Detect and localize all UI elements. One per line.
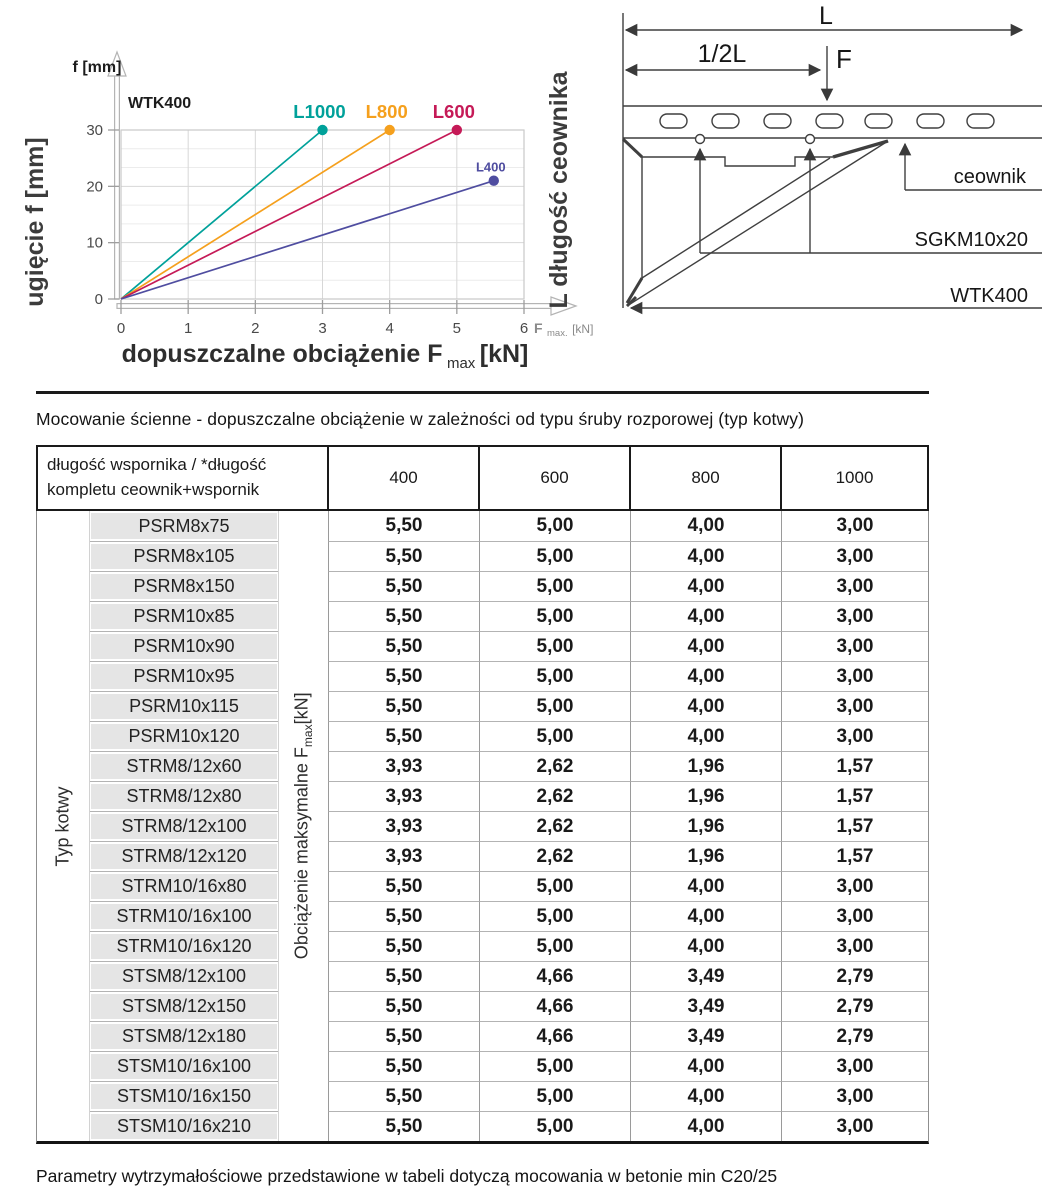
- load-value-cell: 2,62: [479, 841, 630, 871]
- load-value-cell: 1,96: [630, 811, 781, 841]
- header-cell-400: 400: [327, 447, 478, 509]
- load-value-cell: 4,00: [630, 901, 781, 931]
- force-label: F: [836, 44, 852, 74]
- table-row-type: [90, 571, 278, 601]
- load-value-cell: 5,50: [328, 1081, 479, 1111]
- table-body: [36, 511, 929, 1144]
- series-point-l400: [489, 176, 499, 186]
- bracket-corner-top: [623, 139, 642, 157]
- table-row-type: [90, 931, 278, 961]
- load-value-cell: 5,00: [479, 721, 630, 751]
- load-value-cell: 3,00: [781, 721, 928, 751]
- y-tick-label: 30: [86, 122, 103, 139]
- table-row-type: [90, 691, 278, 721]
- load-value-cell: 5,50: [328, 571, 479, 601]
- load-value-cell: 5,50: [328, 961, 479, 991]
- bracket-inner-diagonal: [642, 158, 830, 278]
- table-row-type: [90, 901, 278, 931]
- y-axis-title: ugięcie f [mm]: [21, 137, 49, 307]
- header-cell-800: 800: [629, 447, 780, 509]
- table-row-type: [90, 751, 278, 781]
- load-value-cell: 2,62: [479, 811, 630, 841]
- load-value-cell: 2,62: [479, 751, 630, 781]
- anchor-type-label: STRM8/12x80: [91, 784, 277, 809]
- load-value-cell: 4,00: [630, 631, 781, 661]
- load-value-cell: 5,50: [328, 901, 479, 931]
- load-value-cell: 3,00: [781, 571, 928, 601]
- chart-note: WTK400: [128, 95, 192, 112]
- load-value-cell: 2,79: [781, 1021, 928, 1051]
- dim-label-L: L: [819, 2, 833, 30]
- anchor-type-label: PSRM10x95: [91, 664, 277, 689]
- load-value-cell: 5,50: [328, 1051, 479, 1081]
- load-value-cell: 3,00: [781, 1051, 928, 1081]
- table-row-type: [90, 661, 278, 691]
- table-row-type: [90, 721, 278, 751]
- anchor-type-label: PSRM10x120: [91, 724, 277, 749]
- table-header-row: [36, 445, 929, 511]
- load-value-cell: 5,00: [479, 631, 630, 661]
- x-tick-label: 3: [318, 320, 327, 337]
- load-value-cell: 4,00: [630, 721, 781, 751]
- load-value-cell: 5,50: [328, 991, 479, 1021]
- load-value-cell: 1,96: [630, 841, 781, 871]
- load-value-cell: 4,66: [479, 991, 630, 1021]
- series-line-l600: [121, 130, 457, 299]
- x-tick-label: 5: [452, 320, 462, 337]
- load-value-cell: 1,57: [781, 781, 928, 811]
- load-value-cell: 3,00: [781, 511, 928, 541]
- bracket-top-edge: [642, 157, 833, 166]
- load-value-cell: 1,96: [630, 751, 781, 781]
- load-value-cell: 5,00: [479, 691, 630, 721]
- series-point-l800: [384, 125, 394, 135]
- load-value-cell: 2,62: [479, 781, 630, 811]
- load-value-cell: 4,66: [479, 1021, 630, 1051]
- table-row-type: [90, 871, 278, 901]
- table-row-type: [90, 781, 278, 811]
- series-label-l800: L800: [365, 101, 408, 122]
- table-row-type: [90, 961, 278, 991]
- deflection-chart: [0, 0, 600, 385]
- axis-top-label: f [mm]: [72, 59, 122, 76]
- load-value-cell: 5,00: [479, 871, 630, 901]
- load-value-cell: 4,00: [630, 541, 781, 571]
- anchor-type-label: STSM8/12x100: [91, 964, 277, 989]
- load-value-cell: 1,96: [630, 781, 781, 811]
- load-value-cell: 4,00: [630, 691, 781, 721]
- load-value-cell: 3,00: [781, 931, 928, 961]
- values-unit-column: [278, 511, 328, 1141]
- anchor-type-label: PSRM10x90: [91, 634, 277, 659]
- load-value-cell: 3,93: [328, 841, 479, 871]
- load-value-cell: 2,79: [781, 991, 928, 1021]
- y-tick-label: 0: [94, 291, 103, 308]
- header-cell-lengths: długość wspornika / *długość kompletu ceownik+wspornik: [47, 455, 267, 499]
- load-value-cell: 4,00: [630, 571, 781, 601]
- bolt-left: [696, 135, 705, 144]
- table-row-type: [90, 1021, 278, 1051]
- x-axis-title: dopuszczalne obciążenie F max [kN]: [121, 340, 529, 372]
- load-value-cell: 4,00: [630, 1111, 781, 1141]
- anchor-type-label: STRM8/12x120: [91, 844, 277, 869]
- load-value-cell: 5,00: [479, 601, 630, 631]
- load-value-cell: 5,50: [328, 871, 479, 901]
- y-tick-label: 20: [86, 178, 103, 196]
- anchor-type-label: STSM8/12x180: [91, 1024, 277, 1049]
- x-tick-label: 6: [519, 320, 529, 337]
- load-value-cell: 5,00: [479, 1051, 630, 1081]
- anchor-type-label: PSRM10x115: [91, 694, 277, 719]
- load-value-cell: 4,00: [630, 511, 781, 541]
- series-label-l600: L600: [432, 101, 475, 122]
- load-value-cell: 5,50: [328, 631, 479, 661]
- load-value-cell: 5,00: [479, 1111, 630, 1141]
- anchor-type-label: PSRM8x75: [91, 513, 277, 539]
- series-line-l1000: [121, 130, 323, 299]
- x-tick-label: 2: [251, 320, 260, 337]
- x-unit-label: F max. [kN]: [534, 320, 594, 339]
- load-table-section: [36, 391, 929, 1144]
- load-value-cell: 4,00: [630, 871, 781, 901]
- anchor-type-label: STSM10/16x210: [91, 1114, 277, 1139]
- load-value-cell: 5,50: [328, 931, 479, 961]
- load-value-cell: 4,00: [630, 1081, 781, 1111]
- table-row-type: [90, 841, 278, 871]
- table-row-type: [90, 1081, 278, 1111]
- load-value-cell: 5,00: [479, 901, 630, 931]
- section-divider: [36, 391, 929, 394]
- anchor-type-label: PSRM10x85: [91, 604, 277, 629]
- load-value-cell: 3,00: [781, 631, 928, 661]
- load-value-cell: 4,00: [630, 1051, 781, 1081]
- load-value-cell: 2,79: [781, 961, 928, 991]
- load-value-cell: 5,50: [328, 1021, 479, 1051]
- row-group-column: [37, 511, 90, 1141]
- table-row-type: [90, 1111, 278, 1141]
- load-value-cell: 3,00: [781, 1111, 928, 1141]
- load-value-cell: 3,00: [781, 871, 928, 901]
- load-value-cell: 5,50: [328, 601, 479, 631]
- anchor-type-label: PSRM8x105: [91, 544, 277, 569]
- load-value-cell: 5,50: [328, 721, 479, 751]
- load-value-cell: 5,00: [479, 661, 630, 691]
- load-value-cell: 5,50: [328, 661, 479, 691]
- x-tick-label: 0: [116, 320, 126, 337]
- dim-label-half-L: 1/2L: [697, 40, 747, 68]
- header-cell-1000: 1000: [780, 447, 927, 509]
- series-label-l1000: L1000: [293, 101, 346, 122]
- anchor-type-label: STSM8/12x150: [91, 994, 277, 1019]
- bolt-right: [806, 135, 815, 144]
- table-footnote: Parametry wytrzymałościowe przedstawione w tabeli dotyczą mocowania w betonie min C20/25: [36, 1166, 778, 1186]
- load-value-cell: 1,57: [781, 751, 928, 781]
- row-group-label: Typ kotwy: [52, 785, 73, 867]
- load-value-cell: 4,00: [630, 931, 781, 961]
- load-value-cell: 3,49: [630, 961, 781, 991]
- load-value-cell: 3,00: [781, 601, 928, 631]
- bracket-diagram: [600, 0, 1042, 330]
- series-point-l600: [452, 125, 462, 135]
- load-value-cell: 3,49: [630, 991, 781, 1021]
- sgkm-label: SGKM10x20: [914, 229, 1028, 251]
- table-title: Mocowanie ścienne - dopuszczalne obciążenie w zależności od typu śruby rozporowej (typ kotwy): [36, 409, 805, 429]
- series-label-l400: L400: [475, 159, 506, 175]
- series-point-l1000: [317, 125, 327, 135]
- bracket-hypotenuse-thick: [833, 141, 888, 157]
- table-row-type: [90, 631, 278, 661]
- load-value-cell: 5,00: [479, 1081, 630, 1111]
- load-value-cell: 3,00: [781, 541, 928, 571]
- table-row-type: [90, 511, 278, 541]
- chart-series: [121, 101, 506, 299]
- right-axis-title: L długość ceownika: [545, 71, 573, 309]
- load-value-cell: 5,00: [479, 541, 630, 571]
- x-tick-label: 1: [183, 320, 193, 337]
- ceownik-label: ceownik: [953, 166, 1026, 188]
- load-value-cell: 3,93: [328, 811, 479, 841]
- anchor-type-label: STSM10/16x100: [91, 1054, 277, 1079]
- load-value-cell: 4,00: [630, 601, 781, 631]
- load-value-cell: 1,57: [781, 841, 928, 871]
- load-value-cell: 4,00: [630, 661, 781, 691]
- load-value-cell: 5,00: [479, 931, 630, 961]
- x-tick-label: 4: [385, 320, 394, 337]
- y-tick-label: 10: [86, 234, 103, 252]
- load-value-cell: 3,93: [328, 781, 479, 811]
- anchor-type-label: STRM8/12x60: [91, 754, 277, 779]
- values-unit-label: Obciążenie maksymalne $F_{max}[kN]$: [291, 692, 316, 960]
- load-value-cell: 5,50: [328, 511, 479, 541]
- table-row-type: [90, 541, 278, 571]
- channel-slots: [660, 114, 994, 128]
- load-value-cell: 3,93: [328, 751, 479, 781]
- load-value-cell: 4,66: [479, 961, 630, 991]
- load-value-cell: 5,50: [328, 691, 479, 721]
- load-value-cell: 3,00: [781, 901, 928, 931]
- table-row-type: [90, 1051, 278, 1081]
- chart-grid: [121, 130, 524, 299]
- load-value-cell: 5,50: [328, 541, 479, 571]
- anchor-type-label: PSRM8x150: [91, 574, 277, 599]
- load-value-cell: 1,57: [781, 811, 928, 841]
- load-value-cell: 3,49: [630, 1021, 781, 1051]
- load-value-cell: 5,00: [479, 571, 630, 601]
- anchor-type-label: STSM10/16x150: [91, 1084, 277, 1109]
- table-row-type: [90, 811, 278, 841]
- wtk-label: WTK400: [950, 285, 1028, 307]
- table-row-type: [90, 991, 278, 1021]
- load-value-cell: 3,00: [781, 1081, 928, 1111]
- table-row-type: [90, 601, 278, 631]
- anchor-type-label: STRM10/16x100: [91, 904, 277, 929]
- series-line-l400: [121, 181, 494, 299]
- load-value-cell: 3,00: [781, 661, 928, 691]
- load-value-cell: 3,00: [781, 691, 928, 721]
- anchor-type-label: STRM10/16x80: [91, 874, 277, 899]
- anchor-type-label: STRM10/16x120: [91, 934, 277, 959]
- load-value-cell: 5,00: [479, 511, 630, 541]
- load-value-cell: 5,50: [328, 1111, 479, 1141]
- header-cell-600: 600: [478, 447, 629, 509]
- anchor-type-label: STRM8/12x100: [91, 814, 277, 839]
